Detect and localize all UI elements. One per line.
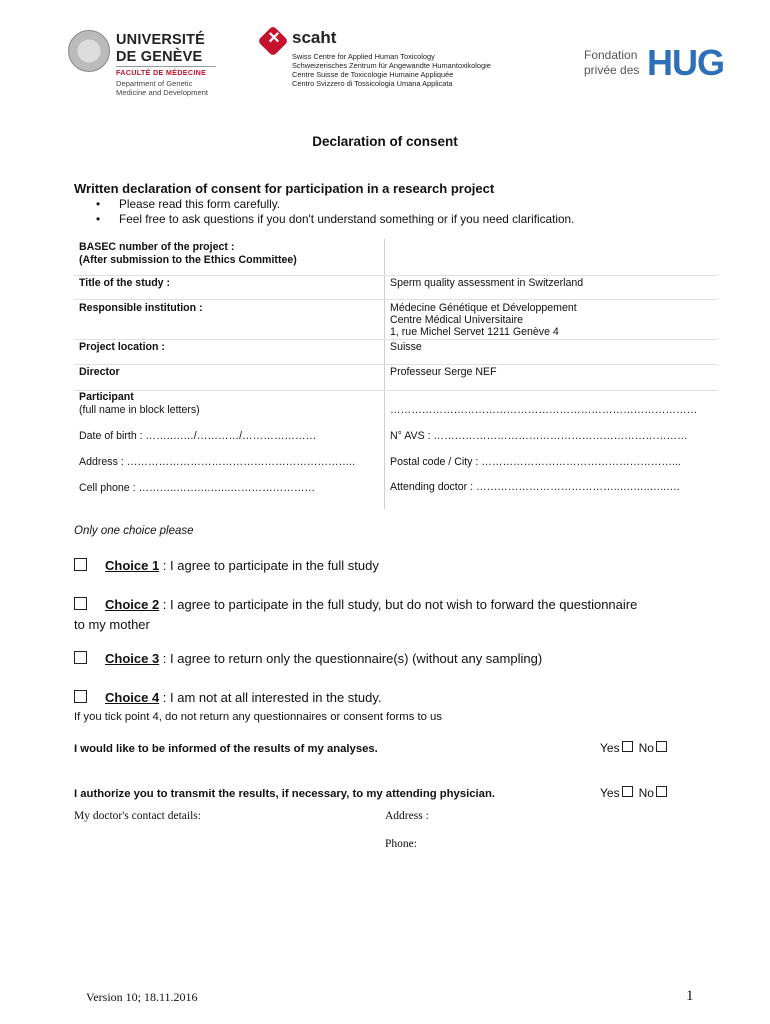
checkbox[interactable]	[74, 597, 87, 610]
title-value: Sperm quality assessment in Switzerland	[390, 277, 584, 289]
bullet-text: Please read this form carefully.	[119, 197, 281, 211]
basec-note: (After submission to the Ethics Committee)	[79, 254, 297, 266]
yes-checkbox[interactable]	[622, 741, 633, 752]
participant-label: Participant	[79, 391, 134, 403]
choice-text: : I agree to return only the questionnaire(s) (without any sampling)	[159, 651, 543, 666]
scaht-mark-icon	[257, 25, 288, 56]
hug-line2: privée des	[584, 63, 640, 77]
bullet-item: • Feel free to ask questions if you don't understand something or if you need clarification.	[96, 212, 575, 226]
basec-label: BASEC number of the project :	[79, 241, 235, 253]
unige-seal-icon	[68, 30, 110, 72]
choice-2-continued: to my mother	[74, 617, 150, 632]
choice-text: : I am not at all interested in the study.	[159, 690, 382, 705]
checkbox[interactable]	[74, 690, 87, 703]
attending-doctor-field[interactable]: Attending doctor : …………………………………..….…..…..….	[390, 481, 680, 493]
no-checkbox[interactable]	[656, 786, 667, 797]
row-divider	[74, 275, 718, 276]
unige-divider	[116, 66, 216, 67]
hug-line1: Fondation	[584, 48, 638, 62]
bullet-item: • Please read this form carefully.	[96, 197, 281, 211]
unige-dept1: Department of Genetic	[116, 79, 193, 88]
yes-label: Yes	[600, 786, 620, 800]
no-checkbox[interactable]	[656, 741, 667, 752]
results-yes-no	[600, 741, 673, 755]
transmit-question: I authorize you to transmit the results, if necessary, to my attending physician.	[74, 788, 496, 800]
participant-note: (full name in block letters)	[79, 404, 200, 416]
scaht-line: Centro Svizzero di Tossicologia Umana Applicata	[292, 79, 453, 88]
location-value: Suisse	[390, 341, 422, 353]
choice-1	[74, 558, 379, 573]
cellphone-field[interactable]: Cell phone : ………..…….….…..……………………	[79, 482, 316, 494]
choice-4	[74, 690, 382, 705]
row-divider	[74, 339, 718, 340]
postal-field[interactable]: Postal code / City : ………………………………………………...	[390, 456, 681, 468]
doctor-contact-label: My doctor's contact details:	[74, 810, 201, 822]
unige-line1: UNIVERSITÉ	[116, 32, 206, 48]
scaht-logo	[262, 28, 522, 92]
institution-value: Médecine Génétique et Développement	[390, 302, 577, 314]
director-value: Professeur Serge NEF	[390, 366, 497, 378]
institution-value: Centre Médical Universitaire	[390, 314, 524, 326]
row-divider	[74, 364, 718, 365]
choice-label: Choice 4	[105, 690, 160, 705]
scaht-line: Swiss Centre for Applied Human Toxicology	[292, 52, 435, 61]
choice-text: : I agree to participate in the full study, but do not wish to forward the questionnaire	[159, 597, 638, 612]
doctor-phone-field[interactable]: Phone:	[385, 838, 417, 850]
results-question: I would like to be informed of the results of my analyses.	[74, 743, 378, 755]
choice-label: Choice 1	[105, 558, 160, 573]
institution-value: 1, rue Michel Servet 1211 Genève 4	[390, 326, 559, 338]
unige-faculty: FACULTÉ DE MÉDECINE	[116, 68, 207, 77]
unige-logo	[68, 28, 238, 100]
choice-4-note: If you tick point 4, do not return any questionnaires or consent forms to us	[74, 711, 442, 723]
choice-2	[74, 597, 637, 612]
transmit-yes-no	[600, 786, 673, 800]
checkbox[interactable]	[74, 558, 87, 571]
dob-field[interactable]: Date of birth : …….….…/…………/…………………	[79, 430, 317, 442]
address-field[interactable]: Address : ………………………………………………………..	[79, 456, 356, 468]
choice-label: Choice 2	[105, 597, 160, 612]
unige-line2: DE GENÈVE	[116, 49, 203, 65]
yes-checkbox[interactable]	[622, 786, 633, 797]
scaht-line: Schweizerisches Zentrum für Angewandte Humantoxikologie	[292, 61, 491, 70]
bullet-text: Feel free to ask questions if you don't understand something or if you need clarification.	[119, 212, 575, 226]
director-label: Director	[79, 366, 120, 378]
institution-label: Responsible institution :	[79, 302, 203, 314]
doctor-address-field[interactable]: Address :	[385, 810, 429, 822]
page-title: Declaration of consent	[312, 134, 458, 149]
scaht-name: scaht	[292, 28, 337, 47]
hug-logo	[584, 42, 734, 86]
section-title: Written declaration of consent for participation in a research project	[74, 181, 495, 196]
checkbox[interactable]	[74, 651, 87, 664]
choice-3	[74, 651, 542, 666]
location-label: Project location :	[79, 341, 165, 353]
no-label: No	[638, 741, 654, 755]
row-divider	[74, 299, 718, 300]
yes-label: Yes	[600, 741, 620, 755]
hug-mark: HUG	[647, 42, 724, 83]
scaht-line: Centre Suisse de Toxicologie Humaine Appliquée	[292, 70, 454, 79]
choice-text: : I agree to participate in the full study	[159, 558, 379, 573]
row-divider	[74, 390, 718, 391]
table-divider	[384, 239, 385, 509]
avs-field[interactable]: N° AVS : ………………………………………………………………	[390, 430, 688, 442]
no-label: No	[638, 786, 654, 800]
choice-label: Choice 3	[105, 651, 160, 666]
footer-version: Version 10; 18.11.2016	[86, 990, 198, 1004]
page-number: 1	[686, 988, 694, 1004]
unige-dept2: Medicine and Development	[116, 88, 209, 97]
participant-field[interactable]: ……………………………………………………………………………	[390, 404, 698, 416]
title-label: Title of the study :	[79, 277, 171, 289]
choice-instruction: Only one choice please	[74, 525, 194, 537]
